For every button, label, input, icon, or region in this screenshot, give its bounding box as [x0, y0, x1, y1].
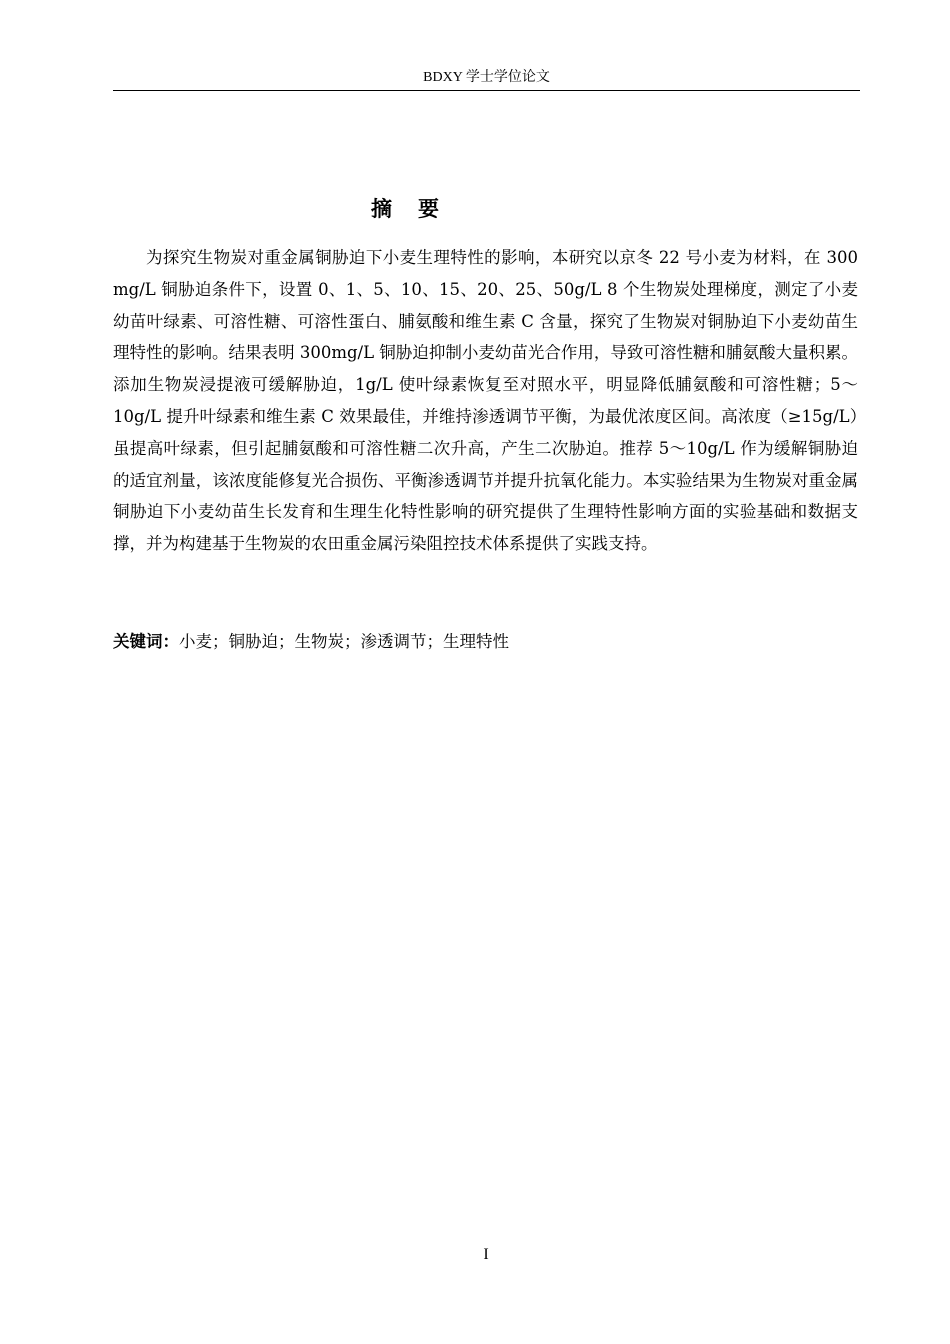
page-header	[113, 68, 860, 91]
header-title: BDXY 学士学位论文	[423, 70, 550, 85]
keywords-label: 关键词：	[113, 632, 179, 651]
keywords-items: 小麦；铜胁迫；生物炭；渗透调节；生理特性	[179, 632, 509, 651]
keywords-line	[113, 627, 858, 657]
abstract-title: 摘要	[371, 197, 465, 222]
abstract-body: 为探究生物炭对重金属铜胁迫下小麦生理特性的影响，本研究以京冬 22 号小麦为材料，在 300 mg/L 铜胁迫条件下，设置 0、1、5、10、15、20、25、50g/L 8 个生物炭处理梯度，测定了小麦幼苗叶绿素、可溶性糖、可溶性蛋白、脯氨酸和维生素 C 含量，探究了生物炭对铜胁迫下小麦幼苗生理特性的影响。结果表明 300mg/L 铜胁迫抑制小麦幼苗光合作用，导致可溶性糖和脯氨酸大量积累。添加生物炭浸提液可缓解胁迫，1g/L 使叶绿素恢复至对照水平，明显降低脯氨酸和可溶性糖；5～10g/L 提升叶绿素和维生素 C 效果最佳，并维持渗透调节平衡，为最优浓度区间。高浓度（≥15g/L）虽提高叶绿素，但引起脯氨酸和可溶性糖二次升高，产生二次胁迫。推荐 5～10g/L 作为缓解铜胁迫的适宜剂量，该浓度能修复光合损伤、平衡渗透调节并提升抗氧化能力。本实验结果为生物炭对重金属铜胁迫下小麦幼苗生长发育和生理生化特性影响的研究提供了生理特性影响方面的实验基础和数据支撑，并为构建基于生物炭的农田重金属污染阻控技术体系提供了实践支持。	[113, 248, 858, 554]
page-number: I	[483, 1246, 489, 1263]
